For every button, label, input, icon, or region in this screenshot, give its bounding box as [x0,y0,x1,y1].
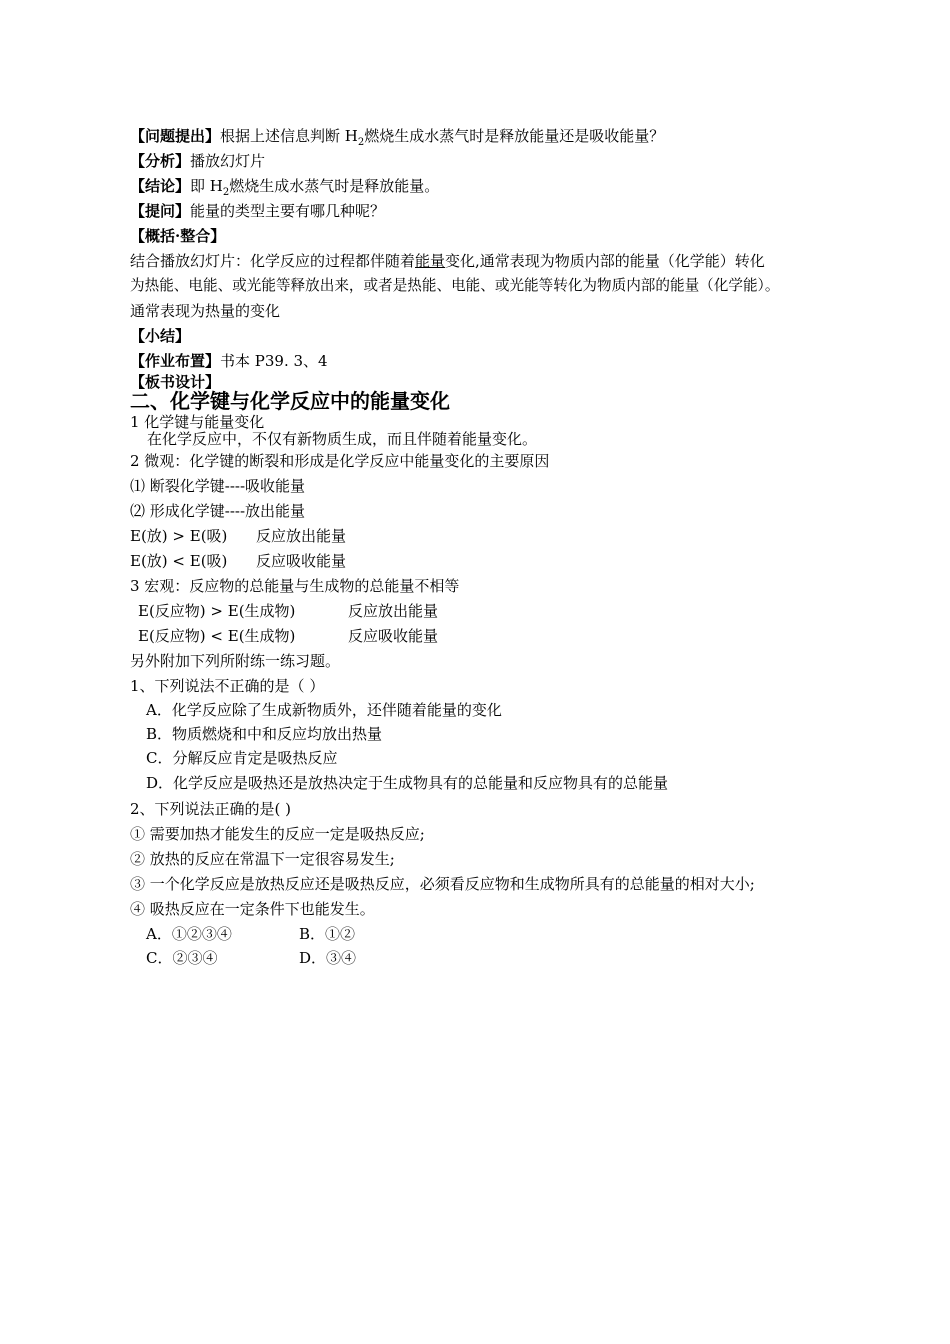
total-energy-row-1: E(反应物) > E(生成物) 反应放出能量 [138,602,439,620]
board-line-2: 在化学反应中，不仅有新物质生成，而且伴随着能量变化。 [147,430,538,448]
exercise-1-option-d: D．化学反应是吸热还是放热决定于生成物具有的总能量和反应物具有的总能量 [146,774,669,792]
board-line-6: 3 宏观：反应物的总能量与生成物的总能量不相等 [130,577,460,595]
ask-line: 【提问】能量的类型主要有哪几种呢？ [130,202,386,220]
question-tag: 【问题提出】 [130,127,221,145]
board-design-heading: 【板书设计】 [130,373,221,391]
homework-line: 【作业布置】书本 P39. 3、4 [130,352,328,370]
exercise-2-statement-4: ④ 吸热反应在一定条件下也能发生。 [130,900,375,918]
exercise-2-statement-3: ③ 一个化学反应是放热反应还是吸热反应，必须看反应物和生成物所具有的总能量的相对大小; [130,875,755,893]
exercise-1-option-c: C．分解反应肯定是吸热反应 [146,749,338,767]
analysis-line: 【分析】播放幻灯片 [130,152,266,170]
question-line: 【问题提出】根据上述信息判断 $H_2$燃烧生成水蒸气时是释放能量还是吸收能量？ [130,127,665,148]
exercise-2-statement-2: ② 放热的反应在常温下一定很容易发生; [130,850,395,868]
small-summary-heading: 【小结】 [130,327,191,345]
board-line-1: 1 化学键与能量变化 [130,413,265,431]
board-line-3: 2 微观：化学键的断裂和形成是化学反应中能量变化的主要原因 [130,452,550,470]
total-energy-row-2: E(反应物) < E(生成物) 反应吸收能量 [138,627,439,645]
exercise-2-options-row-1: A．①②③④ B．①② [146,925,356,943]
exercise-1-question: 1、下列说法不正确的是（ ） [130,677,325,695]
exercise-2-question: 2、下列说法正确的是( ) [130,800,292,818]
conclusion-line: 【结论】即 $H_2$燃烧生成水蒸气时是释放能量。 [130,177,440,198]
summary-paragraph-line-1: 结合播放幻灯片：化学反应的过程都伴随着能量变化,通常表现为物质内部的能量（化学能）转化 [130,252,765,270]
bond-energy-row-2: E(放) < E(吸) 反应吸收能量 [130,552,347,570]
board-line-5: ⑵ 形成化学键----放出能量 [130,502,306,520]
exercise-2-options-row-2: C．②③④ D．③④ [146,949,357,967]
exercise-1-option-b: B．物质燃烧和中和反应均放出热量 [146,725,383,743]
summary-heading: 【概括·整合】 [130,227,226,245]
exercise-1-option-a: A．化学反应除了生成新物质外，还伴随着能量的变化 [146,701,502,719]
board-line-4: ⑴ 断裂化学键----吸收能量 [130,477,306,495]
exercise-intro: 另外附加下列所附练一练习题。 [130,652,341,670]
exercise-2-statement-1: ① 需要加热才能发生的反应一定是吸热反应; [130,825,425,843]
summary-paragraph-line-3: 通常表现为热量的变化 [130,302,281,320]
summary-paragraph-line-2: 为热能、电能、或光能等释放出来，或者是热能、电能、或光能等转化为物质内部的能量（化学能）。 [130,277,780,294]
bond-energy-row-1: E(放) > E(吸) 反应放出能量 [130,527,347,545]
section-heading: 二、化学键与化学反应中的能量变化 [130,389,450,413]
